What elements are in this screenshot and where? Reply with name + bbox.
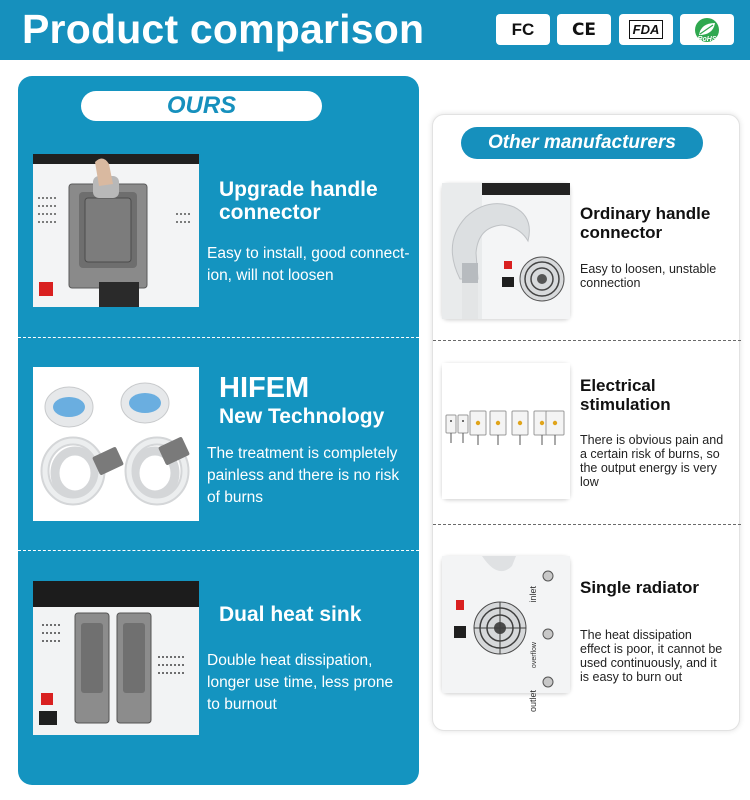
divider xyxy=(18,337,419,338)
ours-badge: OURS xyxy=(81,91,322,121)
ours-feature-1-title xyxy=(219,178,378,224)
ours-feature-1-title-line-2: connector xyxy=(219,201,321,225)
ordinary-handle-photo xyxy=(442,183,570,319)
ours-feature-2-title xyxy=(219,373,384,428)
other-feature-2-desc-line-3: the output energy is very xyxy=(580,461,717,475)
other-feature-3-title-line-1: Single radiator xyxy=(580,578,700,597)
hifem-handles-photo xyxy=(33,367,199,521)
ours-feature-2-desc xyxy=(207,443,417,509)
ce-label: CE xyxy=(571,19,597,40)
ours-feature-3-desc-line-3: to burnout xyxy=(207,696,277,713)
ours-feature-3-title xyxy=(219,603,361,626)
other-feature-3-title xyxy=(580,578,699,597)
fda-certification-badge xyxy=(619,14,673,45)
other-feature-1-title-line-1: Ordinary handle xyxy=(580,204,711,223)
inlet-label: inlet xyxy=(528,586,538,603)
header-bar xyxy=(0,0,750,60)
electrodes-photo xyxy=(442,363,570,499)
other-feature-3-desc-line-4: is easy to burn out xyxy=(580,670,683,684)
ours-feature-2-title-line-2: New Technology xyxy=(219,404,385,428)
ours-feature-3-desc-line-2: longer use time, less prone xyxy=(207,674,394,691)
ours-feature-2-title-line-1: HIFEM xyxy=(219,372,310,404)
other-feature-1-desc xyxy=(580,262,738,290)
ours-panel xyxy=(18,76,419,785)
rohs-leaf-icon xyxy=(687,17,727,43)
other-feature-3-desc-line-1: The heat dissipation xyxy=(580,628,692,642)
divider xyxy=(433,524,741,525)
other-feature-3-desc-line-2: effect is poor, it cannot be xyxy=(580,642,723,656)
ours-feature-3-desc xyxy=(207,650,417,716)
ours-feature-3-desc-line-1: Double heat dissipation, xyxy=(207,652,373,669)
other-manufacturers-badge: Other manufacturers xyxy=(461,127,703,159)
other-feature-2-desc xyxy=(580,433,738,489)
other-feature-3-desc-line-3: used continuously, and it xyxy=(580,656,717,670)
other-feature-3-desc xyxy=(580,628,738,684)
ce-certification-badge xyxy=(557,14,611,45)
other-feature-1-desc-line-1: Easy to loosen, unstable xyxy=(580,262,717,276)
other-feature-1-title xyxy=(580,204,710,242)
ours-feature-2-desc-line-3: of burns xyxy=(207,489,264,506)
other-feature-2-title xyxy=(580,376,671,414)
ours-feature-3-title-line-1: Dual heat sink xyxy=(219,603,362,626)
ours-feature-1-desc xyxy=(207,243,417,287)
dual-heat-sink-photo xyxy=(33,581,199,735)
outlet-label: outlet xyxy=(528,690,538,713)
other-feature-1-desc-line-2: connection xyxy=(580,276,641,290)
divider xyxy=(433,340,741,341)
ours-feature-1-desc-line-1: Easy to install, good connect- xyxy=(207,245,410,262)
other-feature-2-title-line-2: stimulation xyxy=(580,395,671,415)
divider xyxy=(18,550,419,551)
rohs-certification-badge xyxy=(680,14,734,45)
other-manufacturers-panel xyxy=(432,114,740,731)
ours-feature-1-desc-line-2: ion, will not loosen xyxy=(207,267,334,284)
ours-feature-2-desc-line-1: The treatment is completely xyxy=(207,445,398,462)
ours-feature-1-title-line-1: Upgrade handle xyxy=(219,178,378,201)
page-title: Product comparison xyxy=(22,6,425,52)
fc-label: FC xyxy=(511,19,535,39)
overflow-label: overflow xyxy=(531,642,538,669)
other-feature-2-desc-line-2: a certain risk of burns, so xyxy=(580,447,720,461)
fda-label: FDA xyxy=(629,20,664,39)
ours-feature-2-desc-line-2: painless and there is no risk xyxy=(207,467,400,484)
other-feature-2-desc-line-1: There is obvious pain and xyxy=(580,433,724,447)
handle-connector-photo xyxy=(33,154,199,307)
other-feature-2-desc-line-4: low xyxy=(580,475,599,489)
other-feature-2-title-line-1: Electrical xyxy=(580,376,656,395)
rohs-label: RoHS xyxy=(697,35,717,43)
single-radiator-photo xyxy=(442,556,570,713)
fc-certification-badge xyxy=(496,14,550,45)
other-feature-1-title-line-2: connector xyxy=(580,223,663,243)
